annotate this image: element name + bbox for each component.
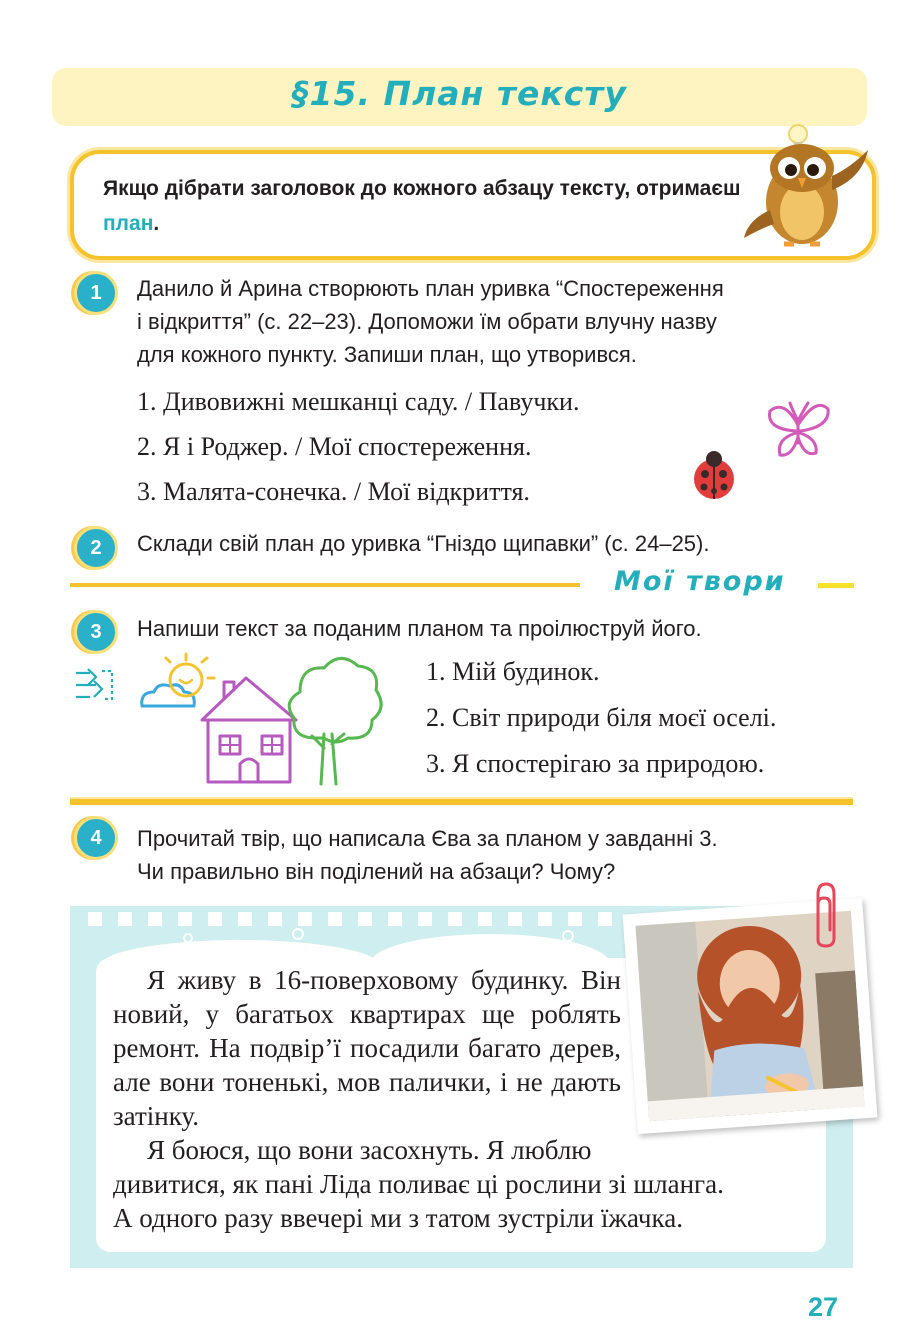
task-1-line: для кожного пункту. Запиши план, що утворився. — [137, 342, 637, 367]
story-paragraph-1: Я живу в 16-поверховому будинку. Він новий, у багатьох квартирах ще роблять ремонт. На подвір’ї посадили багато дерев, але вони тоненькі, мов палички, і не дають затінку. — [113, 965, 621, 1131]
ladybug-icon — [686, 447, 742, 503]
rule-highlight: план — [103, 212, 154, 235]
section-divider — [70, 583, 580, 587]
butterfly-icon — [762, 395, 834, 467]
task-number-2: 2 — [74, 526, 118, 570]
task-4-line: Прочитай твір, що написала Єва за планом у завданні 3. — [137, 826, 718, 851]
creative-task-icon — [72, 665, 116, 705]
task-1-line: Данило й Арина створюють план уривка “Спостереження — [137, 276, 724, 301]
story-paragraph-2-line: дивитися, як пані Ліда поливає ці рослини зі шланга. — [113, 1169, 724, 1199]
task-number-1: 1 — [74, 271, 118, 315]
plan-3-item: 1. Мій будинок. — [426, 657, 600, 686]
task-3-text: Напиши текст за поданим планом та проілюструй його. — [137, 616, 702, 641]
task-number-3: 3 — [74, 610, 118, 654]
story-paragraph-2-line: Я боюся, що вони засохнуть. Я люблю — [147, 1135, 592, 1165]
house-drawing-icon — [136, 648, 386, 788]
section-divider-dash — [818, 583, 854, 588]
task-1-text — [137, 272, 867, 371]
task-1-line: і відкриття” (с. 22–23). Допоможи їм обрати влучну назву — [137, 309, 717, 334]
plan-1-item: 3. Малята-сонечка. / Мої відкриття. — [137, 477, 530, 506]
plan-3-item: 2. Світ природи біля моєї оселі. — [426, 703, 777, 732]
plan-3-item: 3. Я спостерігаю за природою. — [426, 749, 765, 778]
page-title: §15. План тексту — [292, 74, 627, 113]
section-divider-bottom — [70, 797, 853, 805]
task-4-line: Чи правильно він поділений на абзаци? Чому? — [137, 859, 616, 884]
plan-1-item: 1. Дивовижні мешканці саду. / Павучки. — [137, 387, 580, 416]
task-2-text: Склади свій план до уривка “Гніздо щипавки” (с. 24–25). — [137, 531, 710, 556]
plan-1-item: 2. Я і Роджер. / Мої спостереження. — [137, 432, 532, 461]
task-4-text — [137, 822, 867, 888]
paperclip-icon — [808, 880, 844, 950]
task-number-4: 4 — [74, 816, 118, 860]
story-paragraph-2-line: А одного разу ввечері ми з татом зустріли їжачка. — [113, 1203, 683, 1233]
page-number: 27 — [808, 1292, 839, 1322]
section-label: Мої твори — [614, 566, 786, 597]
owl-mascot-icon — [740, 120, 875, 255]
rule-text: Якщо дібрати заголовок до кожного абзацу тексту, отримаєш план. — [103, 177, 741, 235]
